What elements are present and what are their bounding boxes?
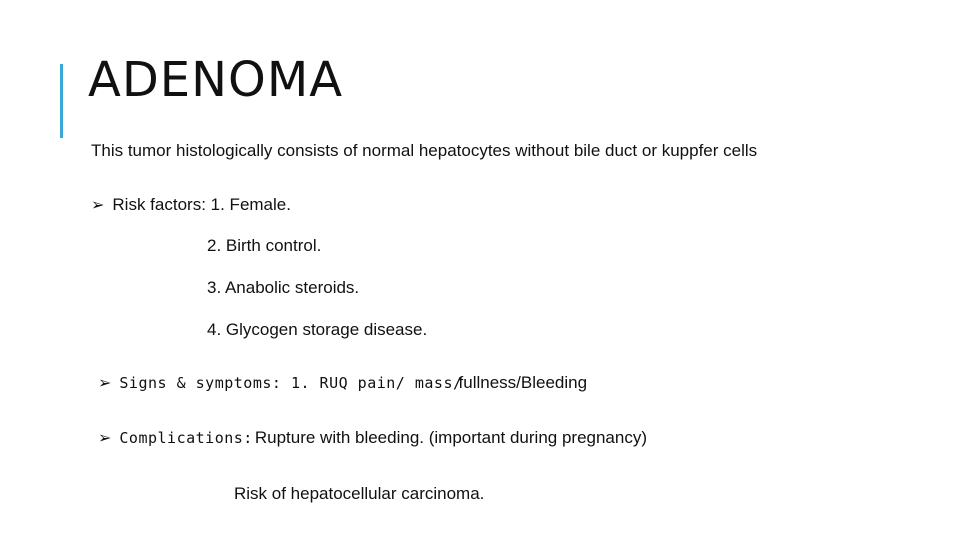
slide-title: ADENOMA <box>88 52 344 108</box>
arrow-bullet-icon: ➢ <box>91 195 105 214</box>
risk-factor-item: 1. Female. <box>210 195 291 214</box>
signs-symptoms-line <box>98 373 587 393</box>
risk-factor-item: 4. Glycogen storage disease. <box>207 320 428 339</box>
complication-item: Rupture with bleeding. (important during pregnancy) <box>254 428 648 447</box>
title-accent-bar <box>60 64 63 138</box>
arrow-bullet-icon: ➢ <box>98 373 112 392</box>
complications-label: Complications: <box>119 429 253 447</box>
risk-factors-label: Risk factors: <box>112 195 211 214</box>
arrow-bullet-icon: ➢ <box>98 428 112 447</box>
risk-factors-line <box>91 195 291 215</box>
risk-factor-item: 2. Birth control. <box>207 236 322 255</box>
complication-item: Risk of hepatocellular carcinoma. <box>234 484 485 503</box>
signs-symptoms-rest: fullness/Bleeding <box>458 373 588 392</box>
complications-line <box>98 428 647 448</box>
risk-factor-item: 3. Anabolic steroids. <box>207 278 360 297</box>
intro-text: This tumor histologically consists of normal hepatocytes without bile duct or kuppfer cells <box>91 141 758 160</box>
signs-symptoms-label: Signs & symptoms: 1. RUQ pain/ mass/ <box>119 374 463 392</box>
